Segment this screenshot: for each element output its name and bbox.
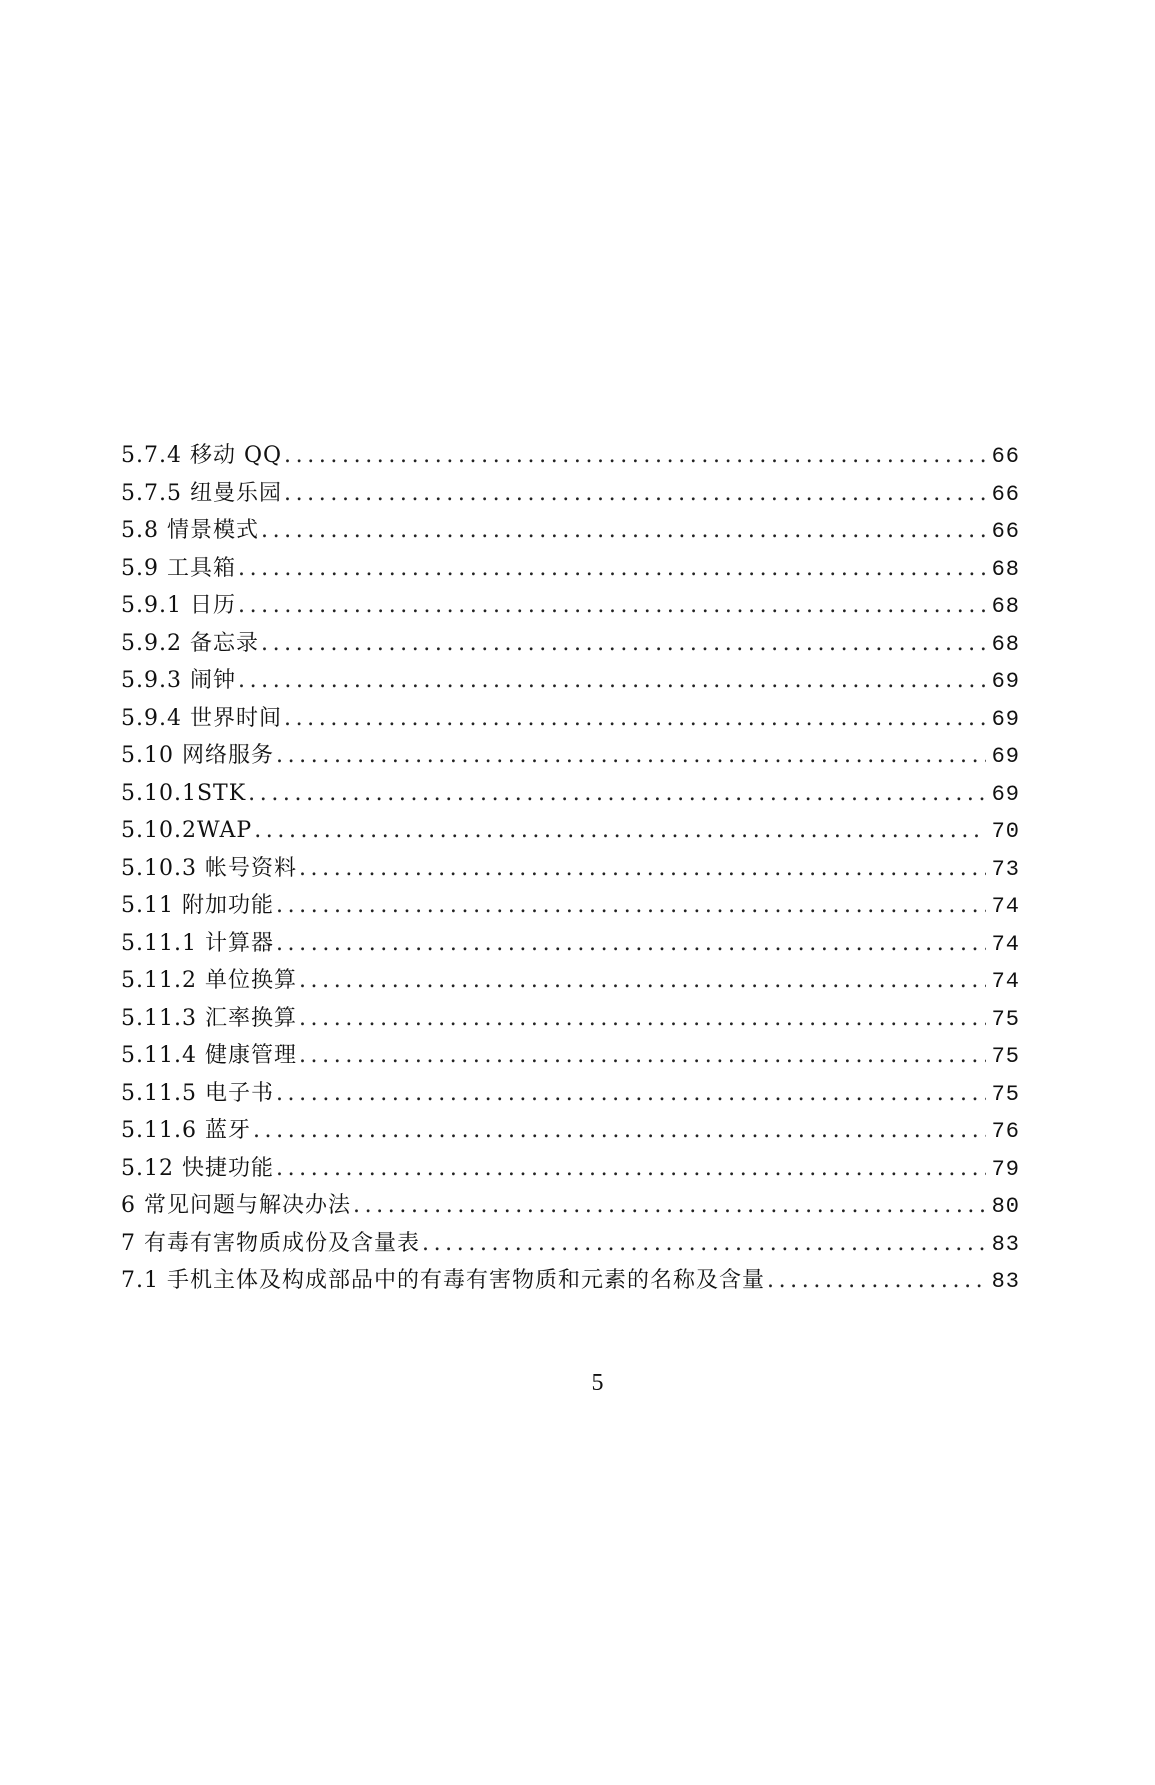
- toc-entry-page: 73: [991, 856, 1020, 882]
- toc-entry[interactable]: [121, 662, 1020, 700]
- toc-entry-page: 80: [991, 1194, 1020, 1219]
- dot-leader: [276, 887, 986, 925]
- dot-leader: [261, 625, 986, 663]
- toc-entry[interactable]: [121, 437, 1020, 475]
- dot-leader: [253, 1112, 986, 1150]
- toc-entry-title: 6 常见问题与解决办法: [121, 1193, 351, 1218]
- toc-entry-page: 76: [991, 1119, 1020, 1144]
- dot-leader: [276, 1150, 986, 1188]
- dot-leader: [299, 1000, 986, 1038]
- toc-entry-title: 5.7.4 移动 QQ: [121, 443, 283, 468]
- toc-entry-page: 74: [991, 931, 1020, 957]
- toc-entry-page: 83: [991, 1231, 1020, 1257]
- toc-entry-title: 5.11.2 单位换算: [121, 968, 297, 993]
- toc-entry-title: 5.10.1STK: [121, 780, 247, 806]
- toc-entry-page: 75: [991, 1044, 1020, 1069]
- toc-entry[interactable]: [121, 1262, 1020, 1300]
- toc-entry-page: 74: [991, 894, 1020, 919]
- toc-entry-page: 70: [991, 819, 1020, 844]
- toc-entry-page: 66: [991, 519, 1020, 544]
- toc-entry[interactable]: [121, 850, 1020, 888]
- dot-leader: [284, 437, 986, 475]
- toc-entry[interactable]: [121, 512, 1020, 550]
- toc-entry-title: 5.11 附加功能: [121, 893, 274, 918]
- toc-entry-title: 5.10.2WAP: [121, 818, 253, 843]
- toc-entry-title: 5.10.3 帐号资料: [121, 855, 297, 881]
- toc-entry-title: 7 有毒有害物质成份及含量表: [121, 1230, 420, 1256]
- toc-entry[interactable]: [121, 887, 1020, 925]
- toc-entry[interactable]: [121, 587, 1020, 625]
- dot-leader: [299, 1037, 986, 1075]
- toc-entry[interactable]: [121, 737, 1020, 775]
- dot-leader: [276, 925, 986, 963]
- toc-entry-page: 68: [991, 594, 1020, 619]
- toc-entry-title: 5.9.1 日历: [121, 593, 236, 618]
- toc-entry-page: 69: [991, 669, 1020, 694]
- dot-leader: [254, 812, 985, 850]
- toc-entry-page: 83: [991, 1269, 1020, 1294]
- toc-entry-title: 5.9 工具箱: [121, 555, 236, 581]
- dot-leader: [299, 850, 986, 888]
- dot-leader: [276, 737, 986, 775]
- toc-entry[interactable]: [121, 775, 1020, 813]
- toc-entry-page: 75: [991, 1081, 1020, 1107]
- toc-entry-page: 69: [991, 744, 1020, 769]
- toc-entry[interactable]: [121, 625, 1020, 663]
- dot-leader: [284, 475, 986, 513]
- dot-leader: [248, 775, 985, 813]
- toc-entry[interactable]: [121, 925, 1020, 963]
- toc-entry[interactable]: [121, 475, 1020, 513]
- dot-leader: [276, 1075, 986, 1113]
- toc-entry-title: 5.11.4 健康管理: [121, 1043, 297, 1068]
- table-of-contents: [121, 437, 1020, 1300]
- toc-entry-page: 69: [991, 706, 1020, 732]
- toc-entry-title: 5.9.2 备忘录: [121, 630, 259, 656]
- toc-entry-title: 5.9.3 闹钟: [121, 668, 236, 693]
- toc-entry[interactable]: [121, 812, 1020, 850]
- dot-leader: [422, 1225, 986, 1263]
- toc-entry[interactable]: [121, 700, 1020, 738]
- toc-entry[interactable]: [121, 550, 1020, 588]
- dot-leader: [299, 962, 986, 1000]
- toc-entry-page: 68: [991, 556, 1020, 582]
- toc-entry[interactable]: [121, 1037, 1020, 1075]
- toc-entry-page: 68: [991, 631, 1020, 657]
- toc-entry-page: 75: [991, 1006, 1020, 1032]
- toc-entry-title: 5.11.6 蓝牙: [121, 1118, 251, 1143]
- toc-entry-page: 79: [991, 1156, 1020, 1182]
- dot-leader: [238, 662, 986, 700]
- toc-entry-title: 5.8 情景模式: [121, 518, 259, 543]
- toc-entry-page: 74: [991, 969, 1020, 994]
- toc-entry-title: 5.10 网络服务: [121, 743, 274, 768]
- toc-entry[interactable]: [121, 1112, 1020, 1150]
- page-number: 5: [591, 1370, 604, 1396]
- toc-entry-title: 5.11.1 计算器: [121, 930, 274, 956]
- dot-leader: [767, 1262, 986, 1300]
- toc-entry-title: 5.7.5 纽曼乐园: [121, 480, 282, 506]
- dot-leader: [261, 512, 986, 550]
- dot-leader: [238, 550, 986, 588]
- toc-entry[interactable]: [121, 1187, 1020, 1225]
- toc-entry-page: 69: [991, 781, 1020, 807]
- toc-entry[interactable]: [121, 1000, 1020, 1038]
- toc-entry[interactable]: [121, 1225, 1020, 1263]
- toc-entry-title: 5.12 快捷功能: [121, 1155, 274, 1181]
- toc-entry-page: 66: [991, 444, 1020, 469]
- toc-entry-title: 7.1 手机主体及构成部品中的有毒有害物质和元素的名称及含量: [121, 1268, 765, 1293]
- dot-leader: [284, 700, 986, 738]
- toc-entry[interactable]: [121, 1150, 1020, 1188]
- toc-entry-title: 5.11.5 电子书: [121, 1080, 274, 1106]
- dot-leader: [353, 1187, 986, 1225]
- toc-entry-title: 5.9.4 世界时间: [121, 705, 282, 731]
- toc-entry[interactable]: [121, 962, 1020, 1000]
- toc-entry-title: 5.11.3 汇率换算: [121, 1005, 297, 1031]
- toc-entry[interactable]: [121, 1075, 1020, 1113]
- toc-entry-page: 66: [991, 481, 1020, 507]
- dot-leader: [238, 587, 986, 625]
